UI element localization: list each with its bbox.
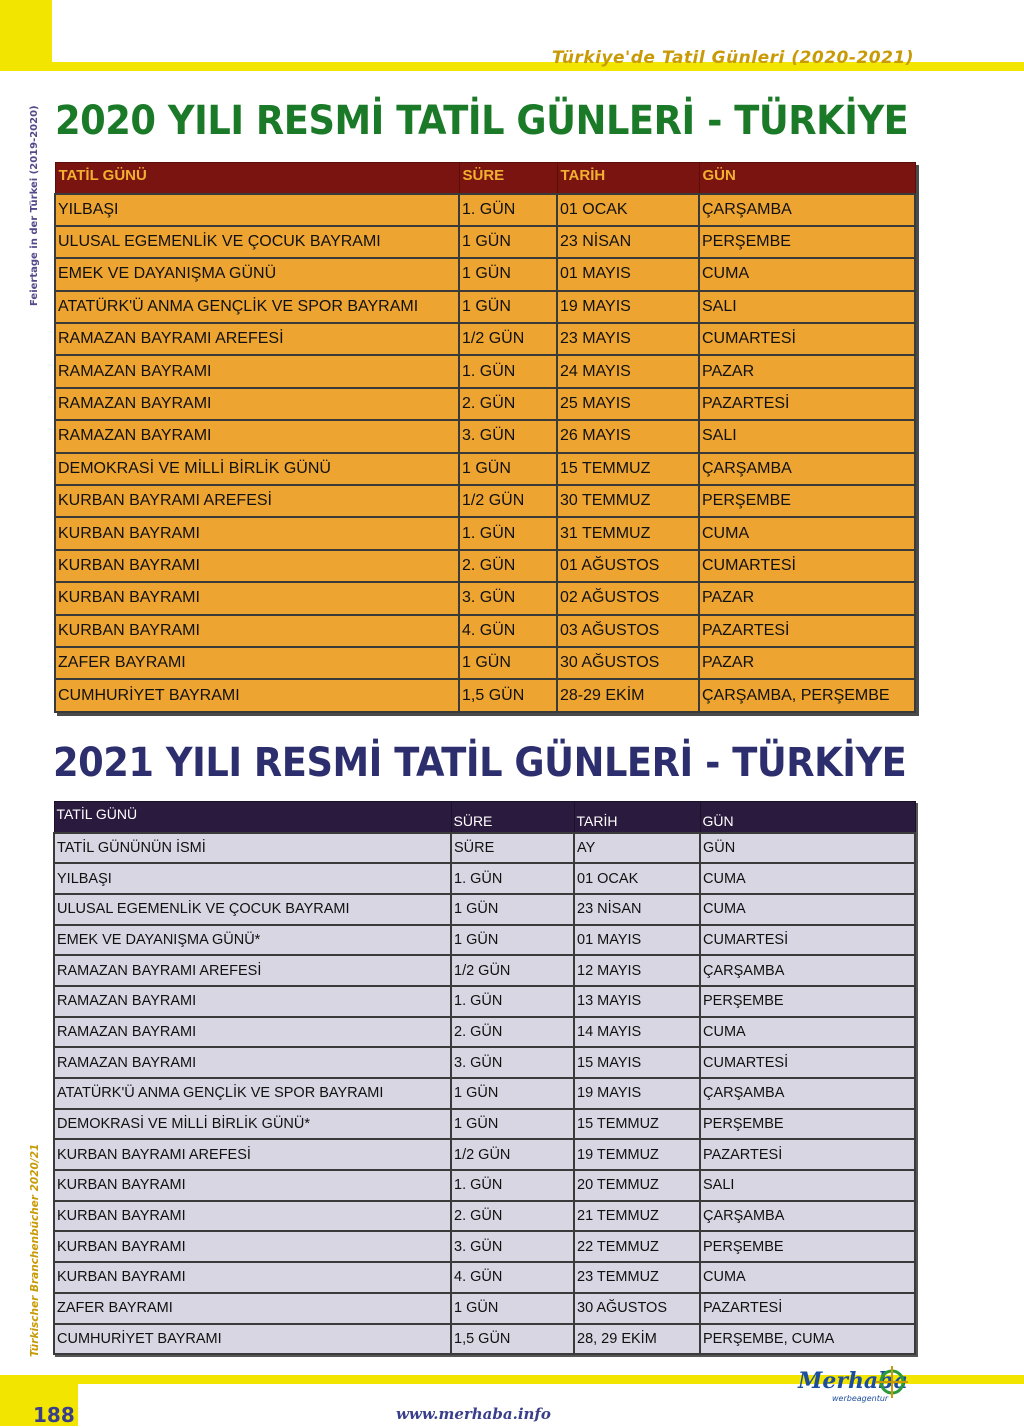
weekday: ÇARŞAMBA: [700, 1201, 915, 1232]
holiday-name: KURBAN BAYRAMI: [54, 1262, 451, 1293]
table-row: [55, 615, 915, 647]
weekday: CUMARTESİ: [700, 925, 915, 956]
weekday: PAZARTESİ: [699, 615, 915, 647]
table-row: [55, 453, 915, 485]
date: 23 MAYIS: [557, 323, 699, 355]
holiday-name: RAMAZAN BAYRAMI: [55, 388, 459, 420]
duration: 1 GÜN: [459, 226, 557, 258]
date: 30 AĞUSTOS: [557, 647, 699, 679]
date: 14 MAYIS: [574, 1017, 700, 1048]
table-2020-body: [55, 194, 915, 712]
duration: 1. GÜN: [451, 863, 574, 894]
date: 28-29 EKİM: [557, 679, 699, 711]
weekday: CUMARTESİ: [700, 1047, 915, 1078]
date: 23 NİSAN: [574, 894, 700, 925]
header-duration: SÜRE: [451, 802, 574, 833]
date: 23 NİSAN: [557, 226, 699, 258]
weekday: PAZARTESİ: [700, 1139, 915, 1170]
weekday: ÇARŞAMBA: [699, 194, 915, 226]
table-row: [54, 1293, 915, 1324]
date: 23 TEMMUZ: [574, 1262, 700, 1293]
duration: 2. GÜN: [459, 388, 557, 420]
date: 25 MAYIS: [557, 388, 699, 420]
side-caption-bottom: [29, 1143, 43, 1357]
duration: 3. GÜN: [459, 420, 557, 452]
weekday: PERŞEMBE: [700, 1109, 915, 1140]
weekday: SALI: [699, 291, 915, 323]
side-caption-top: [29, 96, 43, 306]
date: 24 MAYIS: [557, 355, 699, 387]
date: 01 AĞUSTOS: [557, 550, 699, 582]
header-duration: SÜRE: [459, 163, 557, 194]
weekday: ÇARŞAMBA: [700, 955, 915, 986]
corner-block: [0, 0, 52, 62]
date: 30 AĞUSTOS: [574, 1293, 700, 1324]
date: 28, 29 EKİM: [574, 1324, 700, 1355]
table-row: [54, 1170, 915, 1201]
date: 19 MAYIS: [574, 1078, 700, 1109]
table-row: [55, 582, 915, 614]
duration: 1. GÜN: [459, 517, 557, 549]
duration: 2. GÜN: [451, 1017, 574, 1048]
date: 19 TEMMUZ: [574, 1139, 700, 1170]
date: 21 TEMMUZ: [574, 1201, 700, 1232]
holiday-name: RAMAZAN BAYRAMI: [54, 1017, 451, 1048]
table-row: [55, 226, 915, 258]
weekday: PAZAR: [699, 647, 915, 679]
holiday-name: ATATÜRK'Ü ANMA GENÇLİK VE SPOR BAYRAMI: [54, 1078, 451, 1109]
holiday-name: RAMAZAN BAYRAMI: [54, 1047, 451, 1078]
header-holiday: TATİL GÜNÜ: [55, 163, 459, 194]
weekday: CUMARTESİ: [699, 550, 915, 582]
date: 02 AĞUSTOS: [557, 582, 699, 614]
duration: 1/2 GÜN: [459, 485, 557, 517]
table-header-row: [55, 163, 915, 194]
logo-subtext: werbeagentur: [832, 1394, 889, 1403]
table-row: [54, 1201, 915, 1232]
header-date: TARİH: [557, 163, 699, 194]
duration: 1 GÜN: [451, 1078, 574, 1109]
table-row: [54, 986, 915, 1017]
holiday-name: ULUSAL EGEMENLİK VE ÇOCUK BAYRAMI: [54, 894, 451, 925]
weekday: PERŞEMBE, CUMA: [700, 1324, 915, 1355]
logo-text: Merhaba: [798, 1368, 908, 1394]
table-row: [55, 679, 915, 711]
date: 01 OCAK: [574, 863, 700, 894]
date: 13 MAYIS: [574, 986, 700, 1017]
header-date: TARİH: [574, 802, 700, 833]
duration: 1. GÜN: [459, 194, 557, 226]
weekday: PERŞEMBE: [700, 1231, 915, 1262]
holiday-name: RAMAZAN BAYRAMI: [54, 986, 451, 1017]
table-row: [54, 1324, 915, 1355]
table-row: [54, 833, 915, 864]
duration: 1,5 GÜN: [451, 1324, 574, 1355]
weekday: PAZARTESİ: [700, 1293, 915, 1324]
merhaba-logo: [796, 1364, 914, 1412]
date: 01 OCAK: [557, 194, 699, 226]
weekday: SALI: [700, 1170, 915, 1201]
date: 12 MAYIS: [574, 955, 700, 986]
table-2021-body: [54, 833, 915, 1355]
weekday: CUMA: [700, 894, 915, 925]
header-day: GÜN: [699, 163, 915, 194]
table-row: [54, 1262, 915, 1293]
duration: 3. GÜN: [451, 1231, 574, 1262]
holiday-name: KURBAN BAYRAMI: [55, 517, 459, 549]
duration: 4. GÜN: [451, 1262, 574, 1293]
holiday-name: KURBAN BAYRAMI AREFESİ: [55, 485, 459, 517]
table-row: [54, 894, 915, 925]
weekday: CUMA: [699, 258, 915, 290]
table-row: [54, 1139, 915, 1170]
holiday-name: KURBAN BAYRAMI: [54, 1231, 451, 1262]
duration: 2. GÜN: [451, 1201, 574, 1232]
date: 01 MAYIS: [574, 925, 700, 956]
holiday-name: EMEK VE DAYANIŞMA GÜNÜ: [55, 258, 459, 290]
date: 15 TEMMUZ: [557, 453, 699, 485]
weekday: ÇARŞAMBA, PERŞEMBE: [699, 679, 915, 711]
weekday: PAZAR: [699, 355, 915, 387]
holiday-name: KURBAN BAYRAMI: [55, 582, 459, 614]
holiday-name: KURBAN BAYRAMI: [54, 1201, 451, 1232]
weekday: CUMA: [700, 1017, 915, 1048]
table-row: [55, 517, 915, 549]
holiday-name: RAMAZAN BAYRAMI AREFESİ: [55, 323, 459, 355]
table-row: [55, 194, 915, 226]
weekday: CUMA: [699, 517, 915, 549]
date: 03 AĞUSTOS: [557, 615, 699, 647]
duration: 1/2 GÜN: [451, 1139, 574, 1170]
weekday: PERŞEMBE: [699, 485, 915, 517]
date: 22 TEMMUZ: [574, 1231, 700, 1262]
holiday-name: KURBAN BAYRAMI: [55, 615, 459, 647]
duration: 1 GÜN: [459, 291, 557, 323]
duration: 1,5 GÜN: [459, 679, 557, 711]
holiday-name: DEMOKRASİ VE MİLLİ BİRLİK GÜNÜ*: [54, 1109, 451, 1140]
page-header-title: Türkiye'de Tatil Günleri (2020-2021): [551, 48, 914, 68]
date: 20 TEMMUZ: [574, 1170, 700, 1201]
date: 01 MAYIS: [557, 258, 699, 290]
duration: 3. GÜN: [459, 582, 557, 614]
table-row: [55, 323, 915, 355]
duration: 1/2 GÜN: [451, 955, 574, 986]
table-row: [54, 1109, 915, 1140]
weekday: GÜN: [700, 833, 915, 864]
weekday: CUMA: [700, 863, 915, 894]
table-row: [55, 388, 915, 420]
side-caption-top-text: Feiertage in der Türkei (2019-2020): [29, 105, 40, 306]
holiday-name: CUMHURİYET BAYRAMI: [54, 1324, 451, 1355]
weekday: PAZAR: [699, 582, 915, 614]
holiday-name: KURBAN BAYRAMI AREFESİ: [54, 1139, 451, 1170]
holiday-name: RAMAZAN BAYRAMI: [55, 420, 459, 452]
table-row: [55, 291, 915, 323]
date: 30 TEMMUZ: [557, 485, 699, 517]
holiday-name: DEMOKRASİ VE MİLLİ BİRLİK GÜNÜ: [55, 453, 459, 485]
website-link[interactable]: www.merhaba.info: [396, 1405, 551, 1423]
table-row: [55, 420, 915, 452]
table-row: [55, 647, 915, 679]
page-number: 188: [33, 1403, 75, 1427]
holiday-name: KURBAN BAYRAMI: [54, 1170, 451, 1201]
title-2021: 2021 YILI RESMİ TATİL GÜNLERİ - TÜRKİYE: [53, 740, 907, 786]
weekday: SALI: [699, 420, 915, 452]
table-row: [55, 550, 915, 582]
duration: 1 GÜN: [451, 1109, 574, 1140]
table-row: [54, 955, 915, 986]
holiday-name: ZAFER BAYRAMI: [55, 647, 459, 679]
table-row: [55, 258, 915, 290]
table-row: [54, 1017, 915, 1048]
table-row: [54, 925, 915, 956]
title-2020: 2020 YILI RESMİ TATİL GÜNLERİ - TÜRKİYE: [55, 98, 909, 144]
holiday-name: ULUSAL EGEMENLİK VE ÇOCUK BAYRAMI: [55, 226, 459, 258]
duration: 1. GÜN: [451, 1170, 574, 1201]
weekday: PERŞEMBE: [700, 986, 915, 1017]
weekday: CUMA: [700, 1262, 915, 1293]
date: 26 MAYIS: [557, 420, 699, 452]
table-row: [54, 1078, 915, 1109]
holiday-name: TATİL GÜNÜNÜN İSMİ: [54, 833, 451, 864]
table-2020: [54, 162, 916, 713]
weekday: CUMARTESİ: [699, 323, 915, 355]
table-header-row: [54, 802, 915, 833]
duration: 3. GÜN: [451, 1047, 574, 1078]
date: AY: [574, 833, 700, 864]
header-day: GÜN: [700, 802, 915, 833]
holiday-name: ATATÜRK'Ü ANMA GENÇLİK VE SPOR BAYRAMI: [55, 291, 459, 323]
table-row: [55, 485, 915, 517]
table-2021: [53, 801, 916, 1355]
table-row: [54, 863, 915, 894]
weekday: PAZARTESİ: [699, 388, 915, 420]
date: 31 TEMMUZ: [557, 517, 699, 549]
duration: SÜRE: [451, 833, 574, 864]
weekday: ÇARŞAMBA: [700, 1078, 915, 1109]
holiday-name: EMEK VE DAYANIŞMA GÜNÜ*: [54, 925, 451, 956]
holiday-name: YILBAŞI: [55, 194, 459, 226]
weekday: PERŞEMBE: [699, 226, 915, 258]
date: 15 MAYIS: [574, 1047, 700, 1078]
duration: 1 GÜN: [459, 453, 557, 485]
weekday: ÇARŞAMBA: [699, 453, 915, 485]
holiday-name: CUMHURİYET BAYRAMI: [55, 679, 459, 711]
holiday-name: YILBAŞI: [54, 863, 451, 894]
table-row: [54, 1047, 915, 1078]
date: 15 TEMMUZ: [574, 1109, 700, 1140]
duration: 1 GÜN: [451, 894, 574, 925]
duration: 1. GÜN: [459, 355, 557, 387]
duration: 1. GÜN: [451, 986, 574, 1017]
duration: 1 GÜN: [459, 258, 557, 290]
crosshair-logo-icon: [874, 1364, 910, 1400]
duration: 1 GÜN: [451, 925, 574, 956]
duration: 1 GÜN: [451, 1293, 574, 1324]
header-holiday: TATİL GÜNÜ: [54, 802, 451, 833]
duration: 1/2 GÜN: [459, 323, 557, 355]
holiday-name: ZAFER BAYRAMI: [54, 1293, 451, 1324]
holiday-name: KURBAN BAYRAMI: [55, 550, 459, 582]
duration: 4. GÜN: [459, 615, 557, 647]
duration: 1 GÜN: [459, 647, 557, 679]
holiday-name: RAMAZAN BAYRAMI: [55, 355, 459, 387]
table-row: [55, 355, 915, 387]
duration: 2. GÜN: [459, 550, 557, 582]
holiday-name: RAMAZAN BAYRAMI AREFESİ: [54, 955, 451, 986]
table-row: [54, 1231, 915, 1262]
side-caption-bottom-text: Türkischer Branchenbücher 2020/21: [29, 1143, 41, 1357]
date: 19 MAYIS: [557, 291, 699, 323]
